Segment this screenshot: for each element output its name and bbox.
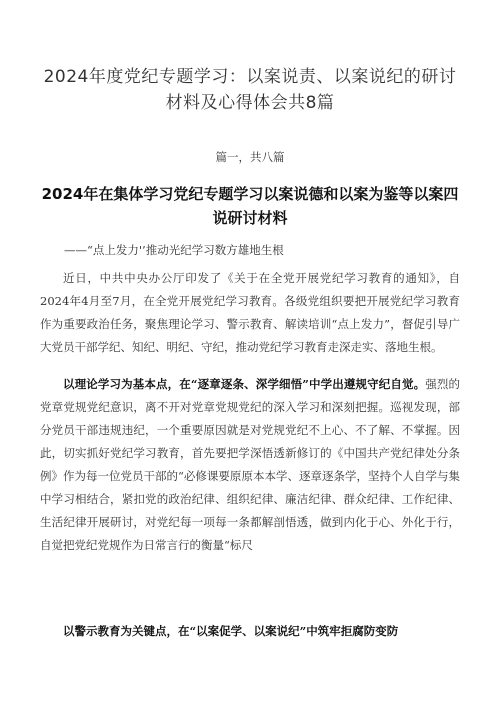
document-title: 2024年度党纪专题学习：以案说责、以案说纪的研讨材料及心得体会共8篇: [43, 67, 457, 113]
paragraph-intro: [40, 267, 460, 359]
paragraph-lead-sentence: 以理论学习为基本点，在“逐章逐条、深学细悟”中学出遵规守纪自觉。: [63, 377, 426, 391]
document-subtitle: 篇一，共八篇: [215, 150, 285, 164]
section-heading: 2024年在集体学习党纪专题学习以案说德和以案为鉴等以案四说研讨材料: [41, 185, 459, 227]
paragraph-intro-text: 近日，中共中央办公厅印发了《关于在全党开展党纪学习教育的通知》，自2024年4月至7月，在全党开展党纪学习教育。各级党组织要把开展党纪学习教育作为重要政治任务，聚焦理论学习、警示教育、解读培训“点上发力”，督促引导广大党员干部学纪、知纪、明纪、守纪，推动党纪学习教育走深走实、落地生根。: [40, 271, 460, 354]
paragraph-body-text: 强烈的党章党规党纪意识，离不开对党章党规党纪的深入学习和深刻把握。巡视发现，部分党员干部违规违纪，一个重要原因就是对党规党纪不上心、不了解、不掌握。因此，切实抓好党纪学习教育，首先要把学深悟透新修订的《中国共产党纪律处分条例》作为每一位党员干部的“必修课要原原本本学、逐章逐条学，坚持个人自学与集中学习相结合，紧扣党的政治纪律、组织纪律、廉洁纪律、群众纪律、工作纪律、生活纪律开展研讨，对党纪每一项每一条都解剖悟透，做到内化于心、外化于行，自觉把党纪党规作为日常言行的衡量“标尺: [40, 377, 461, 552]
paragraph-warning-text: 以警示教育为关键点，在“以案促学、以案说纪”中筑牢拒腐防变防: [63, 624, 399, 638]
paragraph-warning-education: [40, 620, 460, 643]
section-byline: ——“点上发力'’推动光纪学习数方雄地生根: [64, 243, 284, 257]
paragraph-theory-study: [40, 373, 460, 557]
